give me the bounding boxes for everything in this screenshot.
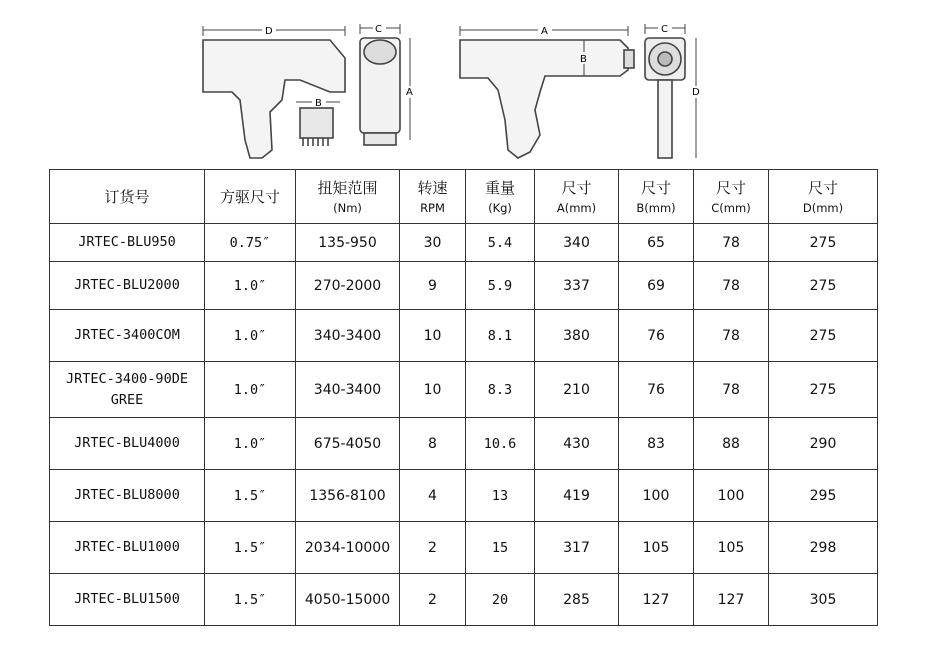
col-dim-b-cell: 127 (619, 574, 694, 626)
table-row (50, 310, 878, 362)
tool-drawings (0, 0, 936, 170)
tool-drawings-svg (0, 0, 936, 170)
col-dim-b-header-title: 尺寸 (640, 178, 671, 197)
col-drive-size-cell: 1.0″ (205, 310, 296, 362)
col-drive-size-cell: 1.5″ (205, 574, 296, 626)
col-torque-range-header-unit: (Nm) (333, 200, 362, 215)
col-drive-size-cell: 1.5″ (205, 470, 296, 522)
col-dim-a-cell: 210 (535, 362, 619, 418)
col-drive-size-header (205, 170, 296, 224)
col-dim-d-header (769, 170, 878, 224)
col-order-number-cell: JRTEC-BLU2000 (50, 262, 205, 310)
tool1-side-view (203, 40, 345, 158)
col-dim-b-header (619, 170, 694, 224)
dim-d2-label: D (692, 87, 700, 98)
col-dim-a-cell: 430 (535, 418, 619, 470)
tool2-front-view (645, 38, 685, 158)
col-torque-range-cell: 135-950 (296, 224, 400, 262)
col-dim-c-cell: 100 (694, 470, 769, 522)
col-dim-d-header-title: 尺寸 (807, 178, 838, 197)
table-row (50, 362, 878, 418)
col-speed-cell: 9 (400, 262, 466, 310)
col-dim-c-header-unit: C(mm) (711, 200, 751, 215)
col-speed-cell: 10 (400, 310, 466, 362)
col-dim-c-cell: 78 (694, 224, 769, 262)
tool1-front-view (360, 38, 400, 145)
col-order-number-cell: JRTEC-BLU1500 (50, 574, 205, 626)
col-dim-b-cell: 100 (619, 470, 694, 522)
col-dim-d-cell: 290 (769, 418, 878, 470)
col-dim-a-header-unit: A(mm) (556, 200, 597, 215)
col-order-number-header (50, 170, 205, 224)
col-weight-cell: 13 (466, 470, 535, 522)
col-torque-range-cell: 340-3400 (296, 362, 400, 418)
col-order-number-header-title: 订货号 (104, 187, 150, 206)
col-order-number-cell: JRTEC-BLU8000 (50, 470, 205, 522)
spec-table (49, 169, 878, 626)
col-weight-header-unit: (Kg) (488, 200, 512, 215)
col-speed-header-unit: RPM (420, 200, 445, 215)
col-dim-b-cell: 105 (619, 522, 694, 574)
col-dim-d-cell: 275 (769, 262, 878, 310)
col-torque-range-header (296, 170, 400, 224)
col-dim-d-cell: 295 (769, 470, 878, 522)
col-torque-range-cell: 675-4050 (296, 418, 400, 470)
col-dim-b-cell: 65 (619, 224, 694, 262)
col-dim-a-cell: 337 (535, 262, 619, 310)
col-weight-cell: 15 (466, 522, 535, 574)
dim-c1-label: C (375, 24, 382, 35)
col-weight-cell: 8.1 (466, 310, 535, 362)
col-dim-b-cell: 83 (619, 418, 694, 470)
col-weight-cell: 5.9 (466, 262, 535, 310)
col-dim-a-header-title: 尺寸 (561, 178, 592, 197)
col-dim-c-cell: 88 (694, 418, 769, 470)
col-dim-c-cell: 78 (694, 362, 769, 418)
col-dim-c-cell: 127 (694, 574, 769, 626)
dim-b1-label: B (315, 98, 322, 109)
col-weight-cell: 5.4 (466, 224, 535, 262)
col-torque-range-cell: 1356-8100 (296, 470, 400, 522)
col-drive-size-cell: 0.75″ (205, 224, 296, 262)
col-dim-c-header-title: 尺寸 (715, 178, 746, 197)
col-torque-range-cell: 2034-10000 (296, 522, 400, 574)
table-row (50, 224, 878, 262)
dim-a1-label: A (406, 87, 413, 98)
col-dim-a-header (535, 170, 619, 224)
col-drive-size-header-title: 方驱尺寸 (219, 187, 280, 206)
col-weight-cell: 10.6 (466, 418, 535, 470)
table-row (50, 522, 878, 574)
col-dim-d-cell: 275 (769, 310, 878, 362)
col-order-number-cell: JRTEC-3400-90DE GREE (50, 362, 205, 418)
col-weight-cell: 8.3 (466, 362, 535, 418)
col-dim-c-cell: 105 (694, 522, 769, 574)
table-row (50, 418, 878, 470)
col-order-number-cell: JRTEC-BLU950 (50, 224, 205, 262)
col-dim-b-cell: 76 (619, 362, 694, 418)
col-order-number-cell: JRTEC-3400COM (50, 310, 205, 362)
col-dim-d-cell: 305 (769, 574, 878, 626)
dim-a2-label: A (541, 26, 548, 37)
col-speed-header (400, 170, 466, 224)
col-weight-cell: 20 (466, 574, 535, 626)
tool2-side-view (460, 40, 634, 158)
col-dim-c-cell: 78 (694, 262, 769, 310)
col-speed-cell: 2 (400, 574, 466, 626)
col-dim-d-cell: 298 (769, 522, 878, 574)
col-dim-a-cell: 380 (535, 310, 619, 362)
table-row (50, 262, 878, 310)
col-weight-header-title: 重量 (484, 178, 515, 197)
dim-d1-label: D (265, 26, 273, 37)
col-torque-range-cell: 340-3400 (296, 310, 400, 362)
col-speed-cell: 8 (400, 418, 466, 470)
col-dim-a-cell: 317 (535, 522, 619, 574)
col-dim-b-header-unit: B(mm) (636, 200, 676, 215)
col-dim-a-cell: 285 (535, 574, 619, 626)
col-dim-b-cell: 69 (619, 262, 694, 310)
col-speed-cell: 10 (400, 362, 466, 418)
col-dim-d-cell: 275 (769, 224, 878, 262)
dim-d1 (203, 26, 345, 36)
col-dim-d-cell: 275 (769, 362, 878, 418)
col-speed-cell: 4 (400, 470, 466, 522)
col-dim-d-header-unit: D(mm) (802, 200, 844, 215)
table-row (50, 470, 878, 522)
col-order-number-cell: JRTEC-BLU1000 (50, 522, 205, 574)
dim-b2-label: B (580, 54, 587, 65)
col-dim-a-cell: 340 (535, 224, 619, 262)
col-speed-cell: 30 (400, 224, 466, 262)
col-drive-size-cell: 1.5″ (205, 522, 296, 574)
col-drive-size-cell: 1.0″ (205, 362, 296, 418)
col-dim-c-cell: 78 (694, 310, 769, 362)
col-torque-range-cell: 270-2000 (296, 262, 400, 310)
col-speed-cell: 2 (400, 522, 466, 574)
col-torque-range-cell: 4050-15000 (296, 574, 400, 626)
col-torque-range-header-title: 扭矩范围 (317, 178, 378, 197)
col-dim-b-cell: 76 (619, 310, 694, 362)
col-order-number-cell: JRTEC-BLU4000 (50, 418, 205, 470)
col-drive-size-cell: 1.0″ (205, 418, 296, 470)
dim-c2-label: C (661, 24, 668, 35)
col-speed-header-title: 转速 (417, 178, 448, 197)
col-dim-a-cell: 419 (535, 470, 619, 522)
col-drive-size-cell: 1.0″ (205, 262, 296, 310)
col-weight-header (466, 170, 535, 224)
table-row (50, 574, 878, 626)
col-dim-c-header (694, 170, 769, 224)
header-row (50, 170, 878, 224)
